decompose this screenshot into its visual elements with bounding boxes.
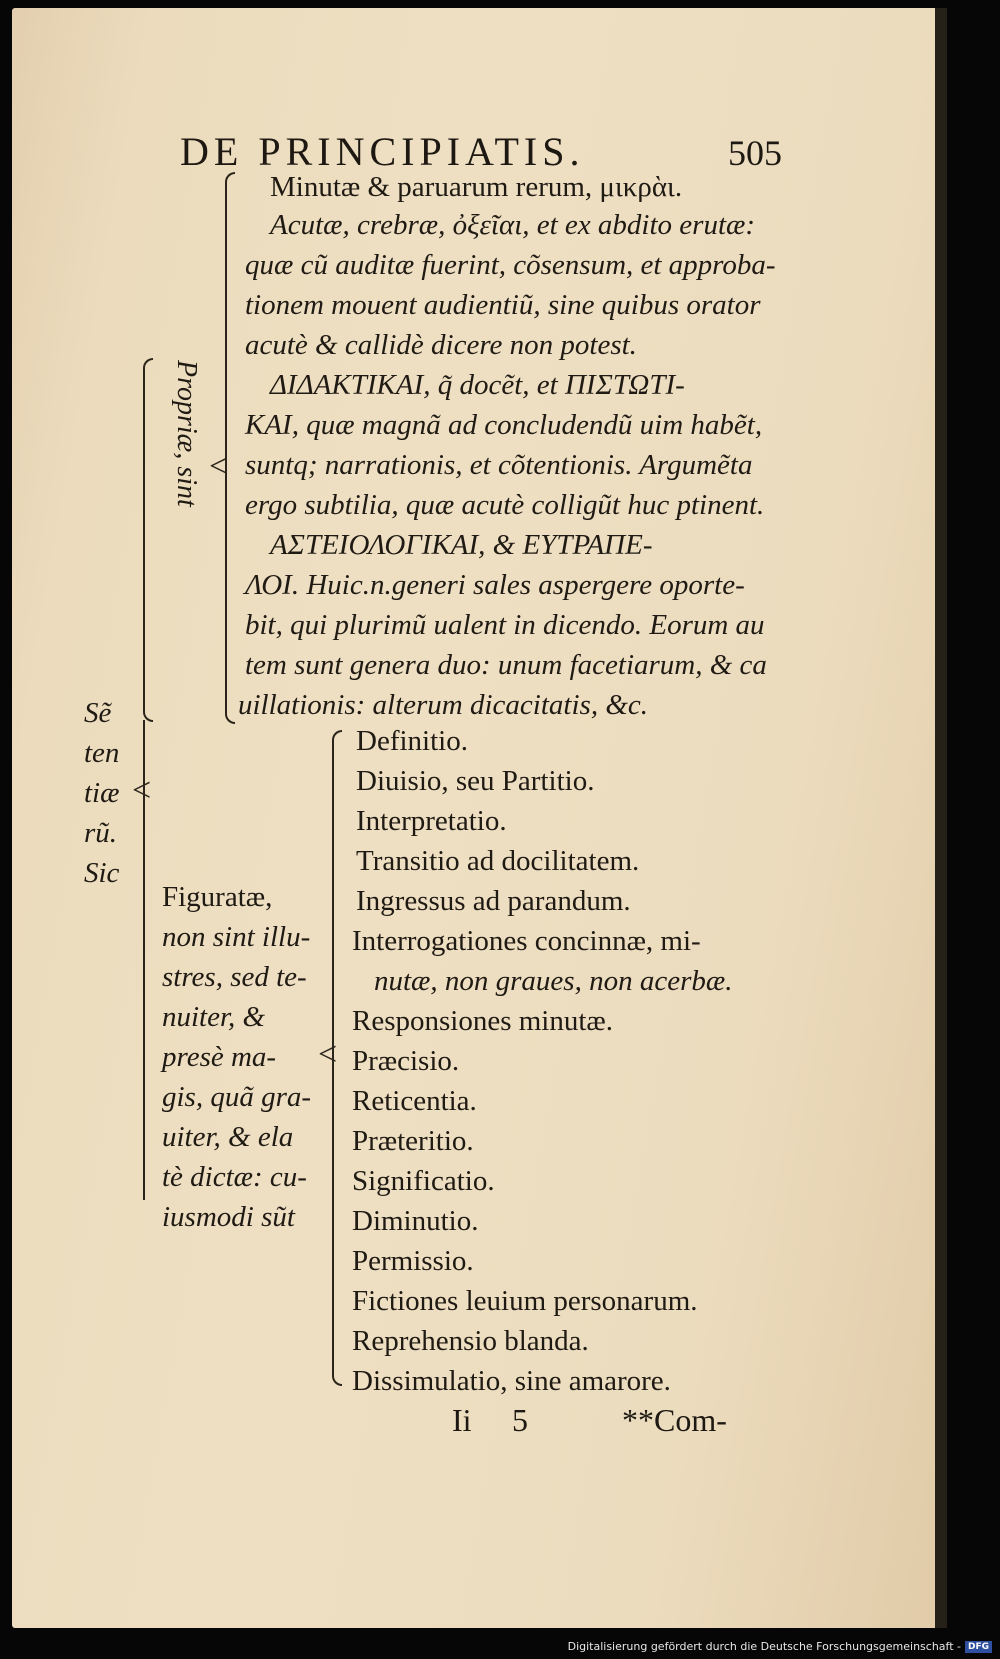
text-line: Acutæ, crebræ, ὀξεῖαι, et ex abdito erutæ: <box>270 209 755 241</box>
page-number: 505 <box>728 133 782 173</box>
list-item: Ingressus ad parandum. <box>356 885 631 917</box>
text-line: ΔΙΔΑΚΤΙΚΑΙ, q̃ docẽt, et ΠΙΣΤΩΤΙ- <box>270 369 685 401</box>
dfg-logo: DFG <box>965 1641 992 1653</box>
text-line: tionem mouent audientiũ, sine quibus orator <box>245 289 761 321</box>
text-line: ΚΑΙ, quæ magnã ad concludendũ uim habẽt, <box>245 409 763 441</box>
side-label-propriae: Propriæ, sint <box>171 360 202 507</box>
text-line: quæ cũ auditæ fuerint, cõsensum, et approba- <box>245 249 776 281</box>
list-item: Responsiones minutæ. <box>352 1005 614 1037</box>
list-item: Reticentia. <box>352 1085 477 1117</box>
list-item: Reprehensio blanda. <box>352 1325 589 1357</box>
brace-point: < <box>132 772 152 809</box>
text-line: acutè & callidè dicere non potest. <box>245 329 637 361</box>
list-item: Fictiones leuium personarum. <box>352 1285 698 1317</box>
brace-point: < <box>318 1036 338 1073</box>
list-item: Dissimulatio, sine amarore. <box>352 1365 671 1397</box>
text-line: Sẽ <box>84 697 112 729</box>
text-line: stres, sed te- <box>162 961 307 993</box>
text-line: tiæ <box>84 777 120 809</box>
text-line: non sint illu- <box>162 921 311 953</box>
list-item: Interrogationes concinnæ, mi- <box>352 925 701 957</box>
text-line: ΑΣΤΕΙΟΛΟΓΙΚΑΙ, & ΕΥΤΡΑΠΕ- <box>270 529 653 561</box>
credit-text: Digitalisierung gefördert durch die Deutsche Forschungsgemeinschaft - <box>567 1640 961 1653</box>
text-line: Sic <box>84 857 120 889</box>
text-line: bit, qui plurimũ ualent in dicendo. Eorum au <box>245 609 765 641</box>
list-item: Transitio ad docilitatem. <box>356 845 640 877</box>
text-line: presè ma- <box>162 1041 277 1073</box>
list-item: nutæ, non graues, non acerbæ. <box>374 965 733 997</box>
text-line: ΛΟΙ. Huic.n.generi sales aspergere oporte- <box>245 569 745 601</box>
signature-mark: Ii <box>452 1402 472 1438</box>
text-line: Figuratæ, <box>162 881 273 913</box>
list-item: Præcisio. <box>352 1045 460 1077</box>
signature-number: 5 <box>512 1402 528 1438</box>
text-line: gis, quã gra- <box>162 1081 312 1113</box>
list-item: Diuisio, seu Partitio. <box>356 765 595 797</box>
text-line: tem sunt genera duo: unum facetiarum, & ca <box>245 649 767 681</box>
text-line: iusmodi sũt <box>162 1201 295 1233</box>
text-line: ten <box>84 737 120 769</box>
brace-point: < <box>209 448 229 485</box>
catchword: **Com- <box>622 1402 727 1438</box>
list-item: Interpretatio. <box>356 805 507 837</box>
running-head: DE PRINCIPIATIS. <box>180 129 585 174</box>
text-line: rũ. <box>84 817 118 849</box>
text-line: nuiter, & <box>162 1001 266 1033</box>
text-line: uiter, & ela <box>162 1121 294 1153</box>
list-item: Significatio. <box>352 1165 495 1197</box>
text-line: suntq; narrationis, et cõtentionis. Argumẽta <box>245 449 753 481</box>
digitization-credit <box>568 1640 992 1653</box>
page-edge <box>935 8 947 1628</box>
text-line: Minutæ & paruarum rerum, μικρὰι. <box>270 171 683 203</box>
list-item: Diminutio. <box>352 1205 479 1237</box>
list-item: Definitio. <box>356 725 468 757</box>
brace-propriae <box>143 358 153 722</box>
text-line: uillationis: alterum dicacitatis, &c. <box>238 689 648 721</box>
list-item: Præteritio. <box>352 1125 474 1157</box>
text-line: ergo subtilia, quæ acutè colligũt huc ptinent. <box>245 489 765 521</box>
text-line: tè dictæ: cu- <box>162 1161 307 1193</box>
brace-main <box>143 720 147 1200</box>
list-item: Permissio. <box>352 1245 474 1277</box>
